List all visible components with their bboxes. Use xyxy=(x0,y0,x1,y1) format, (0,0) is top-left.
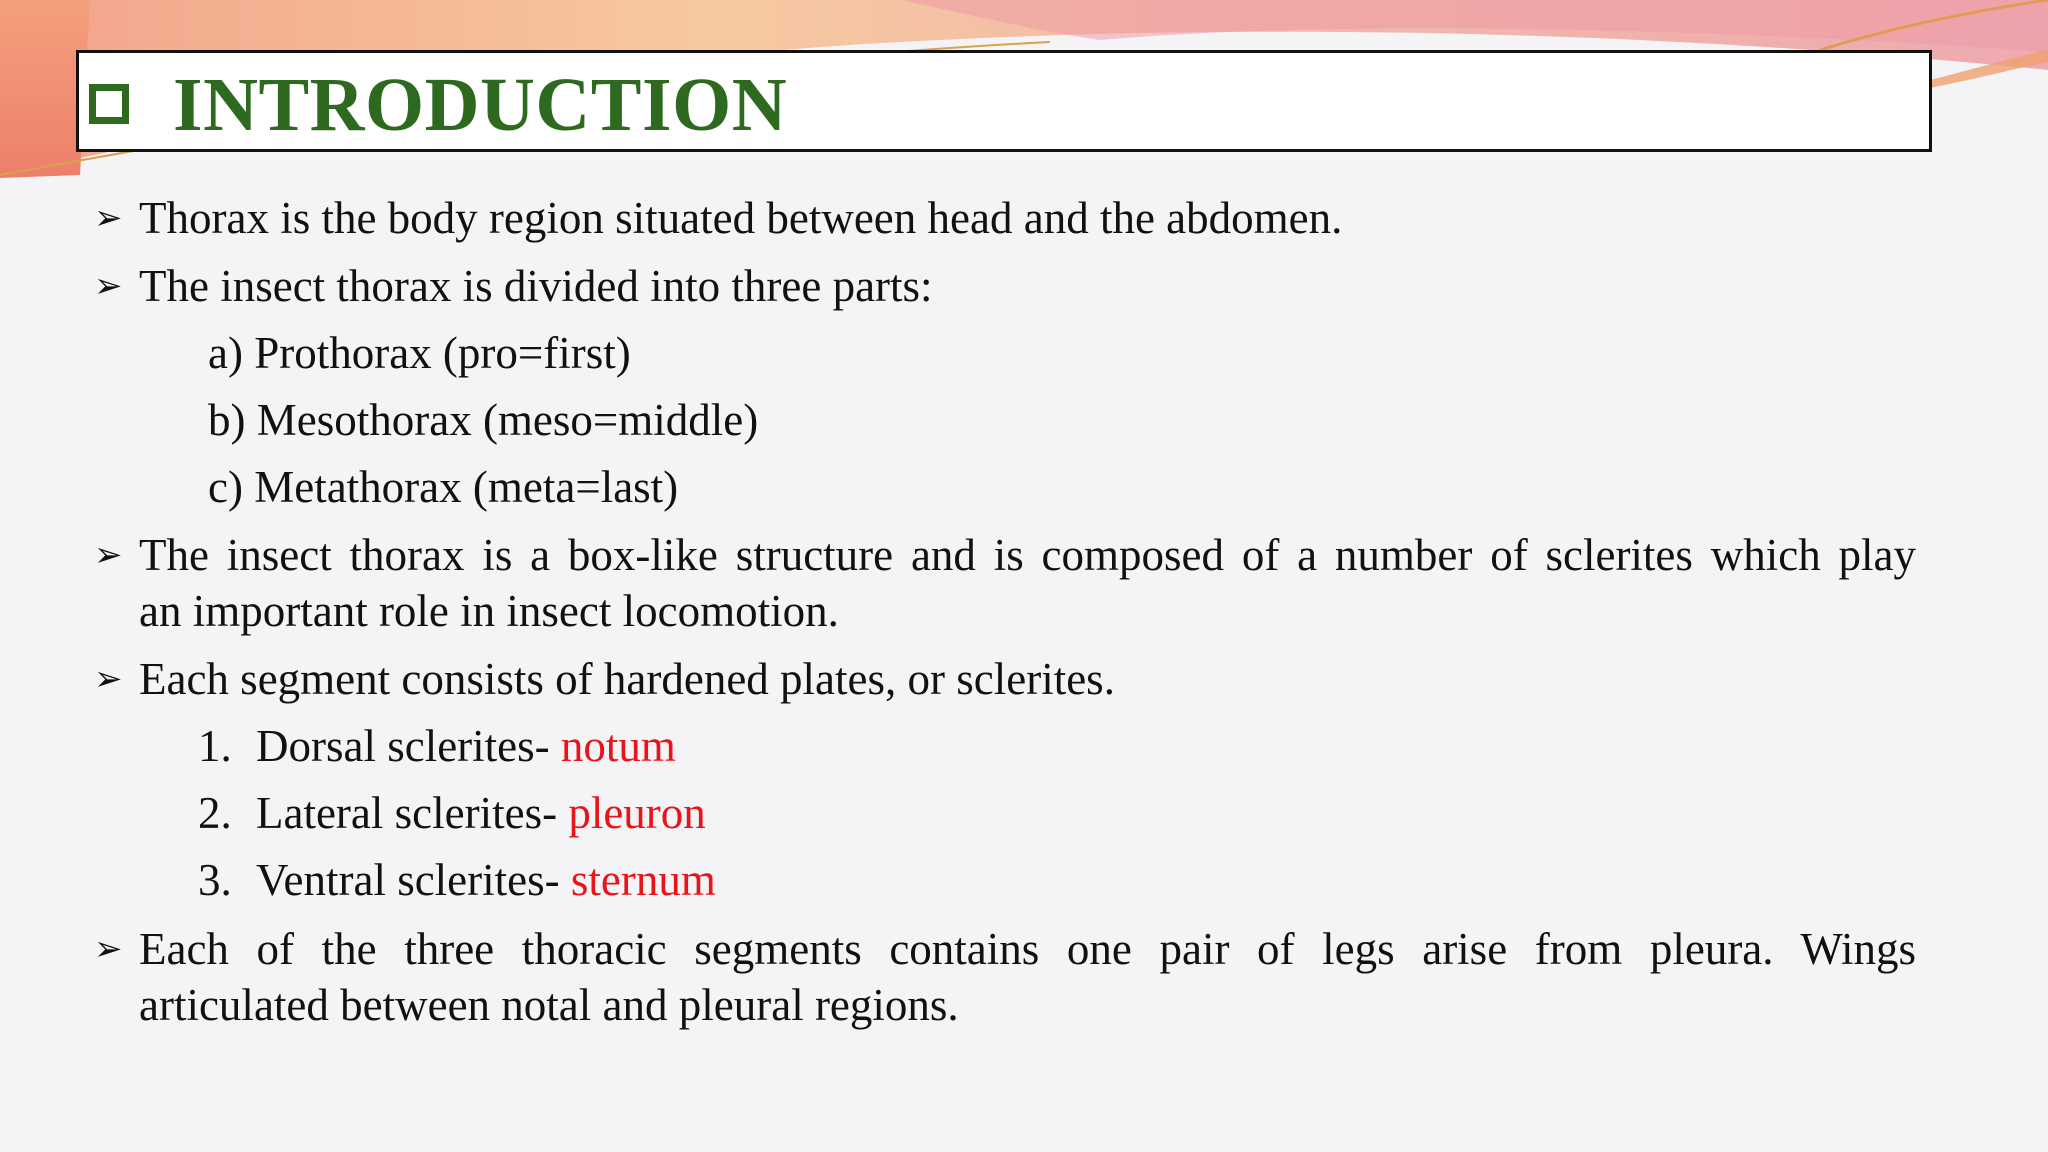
sclerite-number: 3. xyxy=(198,855,232,905)
thorax-part-item: a) Prothorax (pro=first) xyxy=(208,328,631,378)
sclerite-item xyxy=(198,718,676,774)
arrowhead-bullet-icon: ➢ xyxy=(94,659,123,699)
sclerite-term: notum xyxy=(560,721,676,771)
thorax-part-item: b) Mesothorax (meso=middle) xyxy=(208,395,759,445)
sclerite-item xyxy=(198,852,716,908)
sclerite-label: Dorsal sclerites- xyxy=(256,721,561,771)
bullet-text: Each segment consists of hardened plates, or sclerites. xyxy=(139,654,1115,704)
arrowhead-bullet-icon: ➢ xyxy=(94,266,123,306)
arrowhead-bullet-icon: ➢ xyxy=(94,929,123,969)
bullet-text-continuation: an important role in insect locomotion. xyxy=(139,586,839,636)
slide-title: INTRODUCTION xyxy=(173,63,788,147)
sclerite-item xyxy=(198,785,706,841)
arrowhead-bullet-icon: ➢ xyxy=(94,198,123,238)
sclerite-label: Lateral sclerites- xyxy=(256,788,569,838)
bullet-text-continuation: articulated between notal and pleural regions. xyxy=(139,980,959,1030)
thorax-part-item: c) Metathorax (meta=last) xyxy=(208,462,679,512)
sclerite-label: Ventral sclerites- xyxy=(256,855,571,905)
bullet-text: Thorax is the body region situated between head and the abdomen. xyxy=(139,193,1343,243)
bullet-text: The insect thorax is a box-like structure and is composed of a number of sclerites which play xyxy=(139,530,1916,580)
arrowhead-bullet-icon: ➢ xyxy=(94,535,123,575)
sclerite-number: 1. xyxy=(198,721,232,771)
bullet-text: The insect thorax is divided into three parts: xyxy=(139,261,933,311)
sclerite-term: sternum xyxy=(570,855,716,905)
sclerite-term: pleuron xyxy=(568,788,706,838)
bullet-text: Each of the three thoracic segments contains one pair of legs arise from pleura. Wings xyxy=(139,924,1916,974)
sclerite-number: 2. xyxy=(198,788,232,838)
